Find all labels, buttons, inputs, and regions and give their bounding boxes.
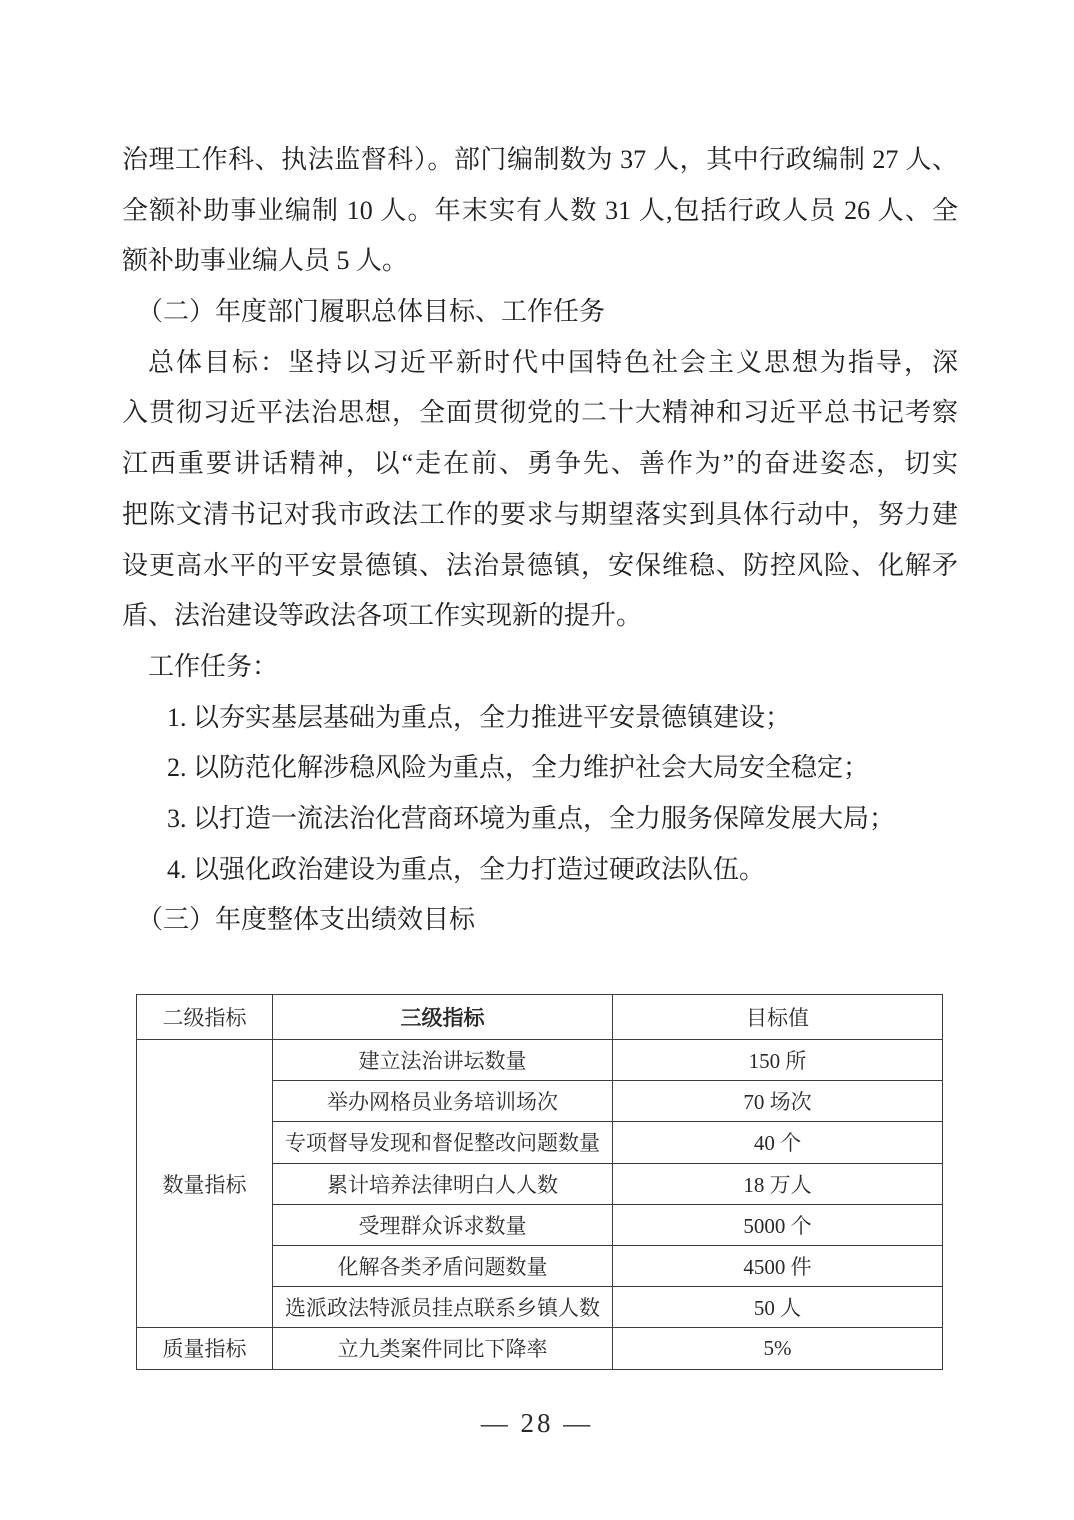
task-item-1: 1. 以夯实基层基础为重点，全力推进平安景德镇建设； [167, 702, 792, 732]
indicator-target: 70 场次 [613, 1081, 943, 1122]
task-item-3: 3. 以打造一流法治化营商环境为重点，全力服务保障发展大局； [167, 803, 896, 833]
indicator-name: 专项督导发现和督促整改问题数量 [273, 1122, 613, 1163]
body-text [122, 135, 958, 946]
indicator-target: 150 所 [613, 1040, 943, 1081]
performance-target-table [136, 994, 943, 1370]
indicator-target: 4500 件 [613, 1245, 943, 1286]
paragraph-line: 江西重要讲话精神，以“走在前、勇争先、善作为”的奋进姿态，切实 [122, 449, 958, 479]
indicator-name: 建立法治讲坛数量 [273, 1040, 613, 1081]
section-heading-2: （二）年度部门履职总体目标、工作任务 [137, 297, 606, 327]
indicator-name: 举办网格员业务培训场次 [273, 1081, 613, 1122]
task-item-4: 4. 以强化政治建设为重点，全力打造过硬政法队伍。 [167, 854, 766, 884]
indicator-target: 5000 个 [613, 1204, 943, 1245]
indicator-target: 40 个 [613, 1122, 943, 1163]
indicator-name: 累计培养法律明白人人数 [273, 1163, 613, 1204]
section-heading-3: （三）年度整体支出绩效目标 [137, 905, 476, 935]
table-header-row [137, 995, 943, 1040]
work-tasks-label: 工作任务： [148, 651, 279, 681]
paragraph-line: 入贯彻习近平法治思想，全面贯彻党的二十大精神和习近平总书记考察 [122, 398, 958, 428]
paragraph-line: 总体目标：坚持以习近平新时代中国特色社会主义思想为指导，深 [148, 347, 958, 377]
indicator-name: 受理群众诉求数量 [273, 1204, 613, 1245]
paragraph-line: 治理工作科、执法监督科）。部门编制数为 37 人，其中行政编制 27 人、 [122, 145, 958, 174]
page-number: — 28 — [480, 1408, 594, 1438]
indicator-name: 立九类案件同比下降率 [273, 1328, 613, 1369]
table-row [137, 1328, 943, 1369]
indicator-name: 选派政法特派员挂点联系乡镇人数 [273, 1287, 613, 1328]
category-quality-indicator: 质量指标 [137, 1328, 273, 1369]
header-target-value: 目标值 [613, 995, 943, 1040]
table-row [137, 1040, 943, 1081]
category-quantity-indicator: 数量指标 [137, 1040, 273, 1328]
paragraph-line: 把陈文清书记对我市政法工作的要求与期望落实到具体行动中，努力建 [122, 499, 958, 529]
indicator-target: 18 万人 [613, 1163, 943, 1204]
paragraph-line: 全额补助事业编制 10 人。年末实有人数 31 人,包括行政人员 26 人、全 [122, 195, 958, 225]
paragraph-line: 设更高水平的平安景德镇、法治景德镇，安保维稳、防控风险、化解矛 [122, 550, 958, 580]
indicator-target: 50 人 [613, 1287, 943, 1328]
paragraph-line: 额补助事业编人员 5 人。 [122, 246, 409, 276]
paragraph-line: 盾、法治建设等政法各项工作实现新的提升。 [122, 601, 643, 631]
header-tertiary-indicator: 三级指标 [273, 995, 613, 1040]
header-secondary-indicator: 二级指标 [137, 995, 273, 1040]
indicator-name: 化解各类矛盾问题数量 [273, 1245, 613, 1286]
indicator-target: 5% [613, 1328, 943, 1369]
task-item-2: 2. 以防范化解涉稳风险为重点，全力维护社会大局安全稳定； [167, 753, 870, 783]
